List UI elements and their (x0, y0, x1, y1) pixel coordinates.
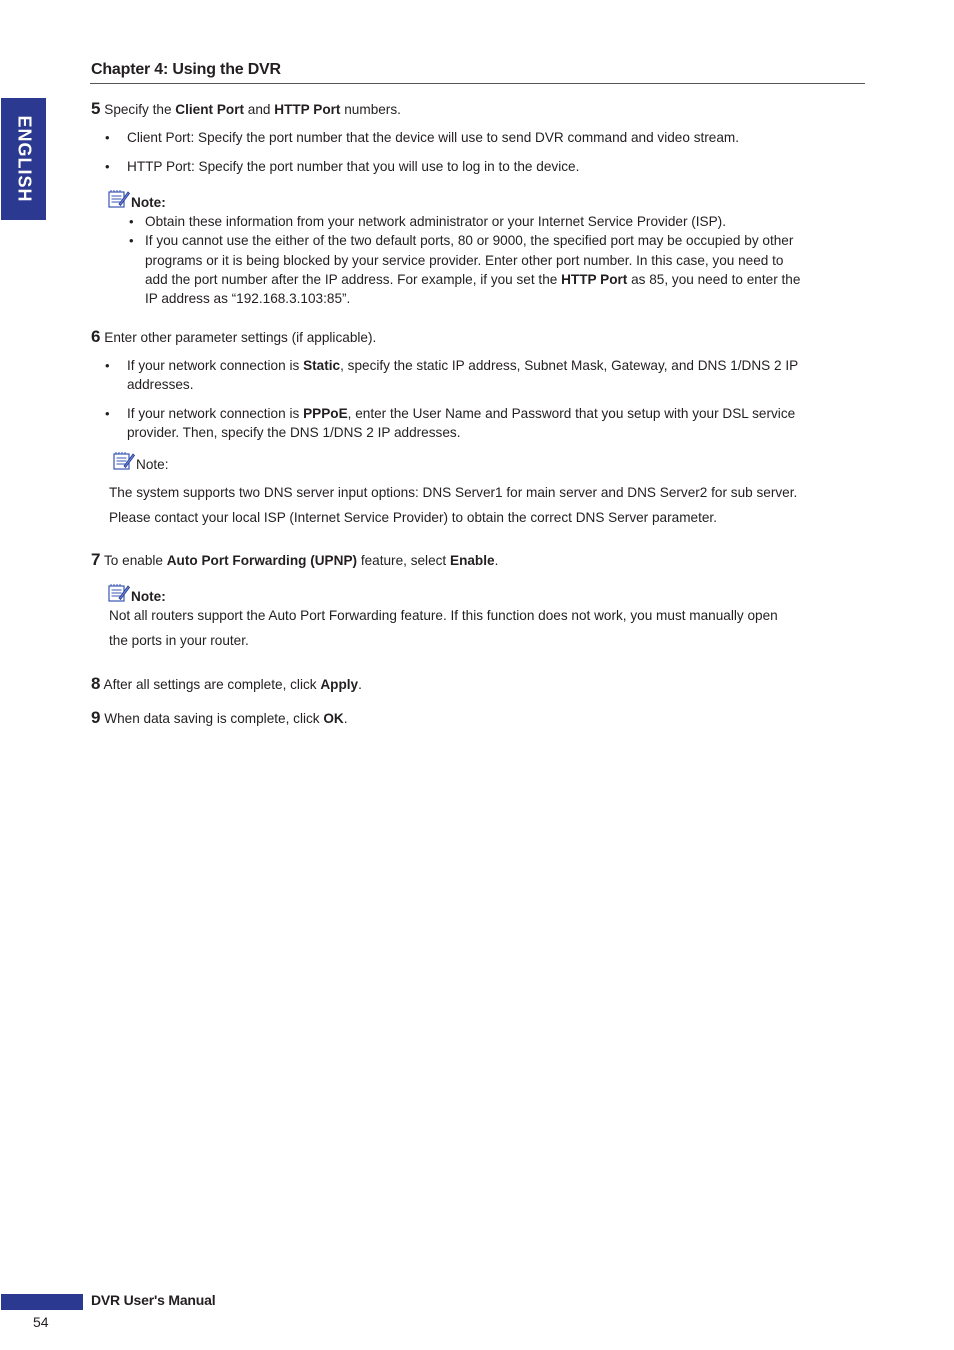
step-8: 8 After all settings are complete, click Apply. (91, 674, 362, 693)
note-text: Please contact your local ISP (Internet Service Provider) to obtain the correct DNS Server parameter. (109, 510, 717, 525)
bullet: • (105, 159, 110, 174)
list-item: If your network connection is PPPoE, enter the User Name and Password that you setup with your DSL service (127, 406, 796, 421)
list-item: If your network connection is Static, specify the static IP address, Subnet Mask, Gateway, and DNS 1/DNS 2 IP (127, 358, 799, 373)
step-number: 5 (91, 99, 101, 118)
bullet: • (105, 358, 110, 373)
step-number: 7 (91, 550, 101, 569)
note-item-line: programs or it is being blocked by your service provider. Enter other port number. In this case, you need to (145, 253, 784, 268)
note-pad-icon (108, 583, 130, 605)
bullet: • (129, 233, 134, 248)
note-pad-icon (108, 189, 130, 211)
note-item: Obtain these information from your network administrator or your Internet Service Provider (ISP). (145, 214, 726, 229)
step-6: 6 Enter other parameter settings (if applicable). (91, 327, 377, 346)
language-tab-label: ENGLISH (14, 115, 34, 203)
list-item: Client Port: Specify the port number that the device will use to send DVR command and video stream. (127, 130, 740, 145)
header-rule (90, 83, 865, 84)
bullet: • (105, 130, 110, 145)
note-text: Not all routers support the Auto Port Forwarding feature. If this function does not work, you must manually open (109, 608, 778, 623)
list-item: HTTP Port: Specify the port number that you will use to log in to the device. (127, 159, 580, 174)
step-number: 9 (91, 708, 101, 727)
page-number: 54 (33, 1314, 49, 1330)
footer-title: DVR User's Manual (91, 1292, 216, 1308)
note-item-line: add the port number after the IP address. For example, if you set the HTTP Port as 85, you need to enter the (145, 272, 801, 287)
note-label: Note: (136, 457, 169, 472)
note-item-line: IP address as “192.168.3.103:85”. (145, 291, 351, 306)
step-number: 8 (91, 674, 101, 693)
step-number: 6 (91, 327, 101, 346)
note-text: The system supports two DNS server input options: DNS Server1 for main server and DNS Server2 for sub server. (109, 485, 798, 500)
chapter-title: Chapter 4: Using the DVR (91, 61, 281, 78)
step-9: 9 When data saving is complete, click OK. (91, 708, 348, 727)
note-item-line: If you cannot use the either of the two default ports, 80 or 9000, the specified port may be occupied by other (145, 233, 794, 248)
note-pad-icon (113, 451, 135, 473)
note-label: Note: (131, 195, 166, 210)
step-5: 5 Specify the Client Port and HTTP Port numbers. (91, 99, 401, 118)
step-7: 7 To enable Auto Port Forwarding (UPNP) feature, select Enable. (91, 550, 499, 569)
note-text: the ports in your router. (109, 633, 249, 648)
note-label: Note: (131, 589, 166, 604)
bullet: • (105, 406, 110, 421)
bullet: • (129, 214, 134, 229)
list-item-line: addresses. (127, 377, 194, 392)
list-item-line: provider. Then, specify the DNS 1/DNS 2 IP addresses. (127, 425, 461, 440)
footer-bar (1, 1294, 83, 1310)
language-tab (1, 98, 46, 220)
